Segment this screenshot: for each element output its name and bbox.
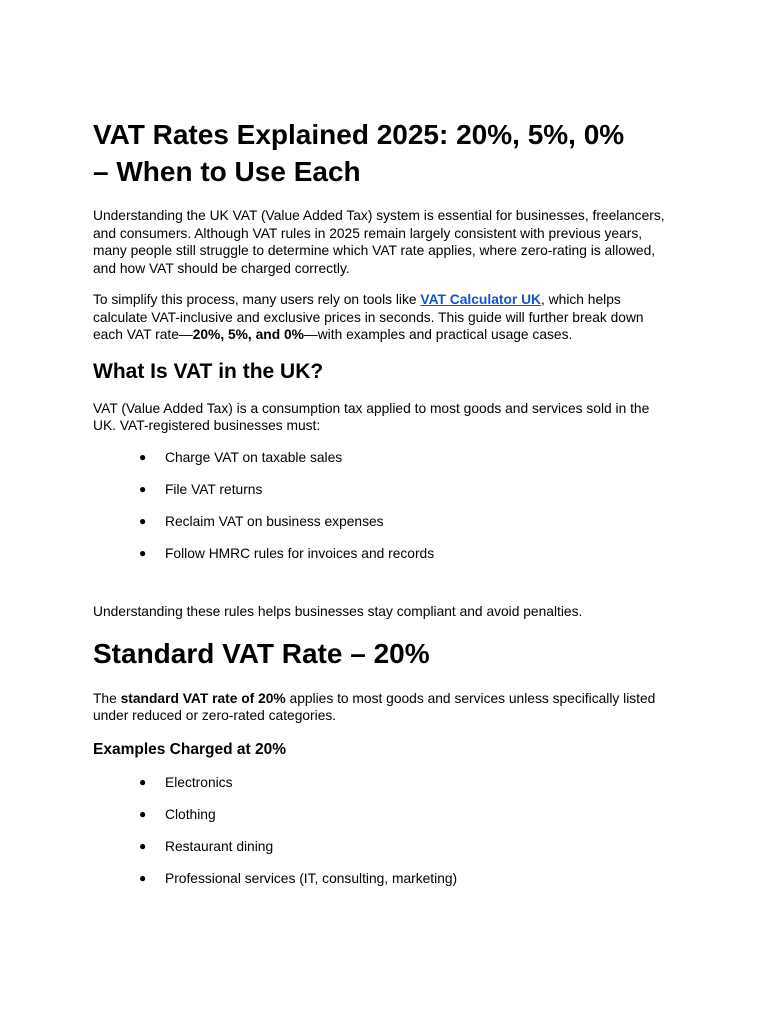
- page-title-line1: VAT Rates Explained 2025: 20%, 5%, 0%: [93, 119, 625, 150]
- intro-paragraph-2-middle: , which helps calculate VAT-inclusive and exclusive prices in seconds. This guide will further break down each VAT rate—: [93, 292, 644, 342]
- bullet-icon: ●: [139, 449, 147, 464]
- list-item: [139, 806, 675, 824]
- standard-rate-bold: standard VAT rate of 20%: [120, 690, 286, 706]
- list-item: [139, 545, 675, 563]
- intro-paragraph-2-lead: To simplify this process, many users rely on tools like: [93, 292, 421, 307]
- bullet-icon: ●: [139, 774, 147, 789]
- what-is-vat-closing: Understanding these rules helps businesses stay compliant and avoid penalties.: [93, 604, 583, 620]
- standard-rate-paragraph: [93, 690, 675, 725]
- section-spacer: [93, 577, 675, 603]
- page-title-line2: – When to Use Each: [93, 156, 361, 187]
- bullet-icon: ●: [139, 806, 147, 821]
- page-title: [93, 116, 675, 190]
- list-item: [139, 481, 675, 499]
- list-item-text: Charge VAT on taxable sales: [165, 449, 343, 465]
- bullet-icon: ●: [139, 871, 147, 886]
- list-item: [139, 449, 675, 467]
- vat-obligations-list: [93, 449, 675, 563]
- list-item: [139, 870, 675, 888]
- list-item-text: Restaurant dining: [165, 839, 274, 855]
- standard-rate-rest: applies to most goods and services unless specifically listed under reduced or zero-rated categories.: [93, 690, 656, 724]
- bullet-icon: ●: [139, 839, 147, 854]
- list-item-text: Reclaim VAT on business expenses: [165, 513, 384, 529]
- vat-calculator-link[interactable]: VAT Calculator UK: [420, 292, 542, 307]
- list-item: [139, 774, 675, 792]
- section-heading-what-is-vat: What Is VAT in the UK?: [93, 359, 324, 383]
- list-item-text: File VAT returns: [165, 481, 263, 497]
- intro-paragraph-2: [93, 291, 675, 344]
- examples-20-list: [93, 774, 675, 888]
- intro-paragraph-2-rates: 20%, 5%, and 0%: [192, 327, 304, 342]
- bullet-icon: ●: [139, 481, 147, 496]
- list-item-text: Professional services (IT, consulting, marketing): [165, 871, 458, 887]
- standard-rate-lead: The: [93, 690, 121, 706]
- intro-paragraph-2-end: —with examples and practical usage cases.: [303, 327, 573, 342]
- subheading-examples-20: Examples Charged at 20%: [93, 740, 286, 758]
- list-item-text: Follow HMRC rules for invoices and records: [165, 546, 435, 562]
- bullet-icon: ●: [139, 513, 147, 528]
- list-item-text: Electronics: [165, 774, 233, 790]
- list-item: [139, 838, 675, 856]
- what-is-vat-paragraph: VAT (Value Added Tax) is a consumption tax applied to most goods and services sold in the UK. VAT-registered businesses must:: [93, 400, 650, 433]
- bullet-icon: ●: [139, 546, 147, 561]
- intro-paragraph-1: Understanding the UK VAT (Value Added Tax) system is essential for businesses, freelancers, and consumers. Although VAT rules in 2025 remain largely consistent with previous years, many people still struggle to determine which VAT rate applies, where zero-rating is allowed, and how VAT should be charged correctly.: [93, 208, 665, 276]
- list-item: [139, 513, 675, 531]
- section-heading-standard-rate: Standard VAT Rate – 20%: [93, 637, 430, 669]
- list-item-text: Clothing: [165, 806, 216, 822]
